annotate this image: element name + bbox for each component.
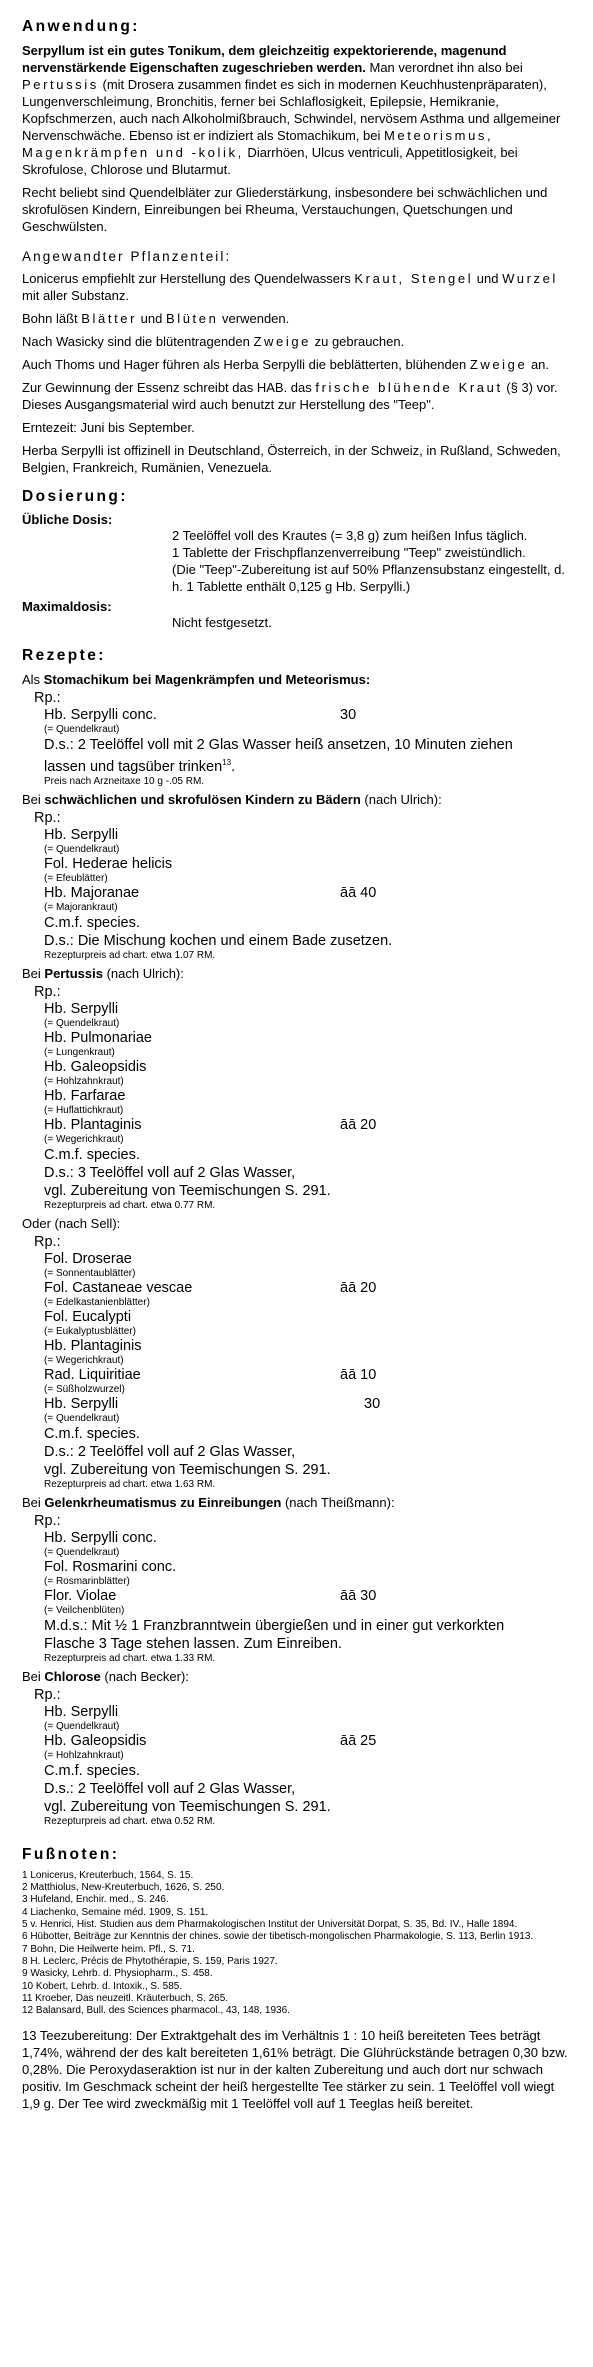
dose-max-text: Nicht festgesetzt.: [172, 615, 272, 630]
instruction-line: C.m.f. species.: [44, 1762, 140, 1779]
anwendung-paragraph-1: [22, 42, 573, 178]
footnote-item: 12 Balansard, Bull. des Sciences pharmacol., 43, 148, 1936.: [22, 2005, 290, 2017]
dosierung-heading: Dosierung:: [22, 488, 128, 505]
ingredient: [44, 1001, 573, 1018]
ingredient-quantity: 30: [340, 707, 357, 723]
recipe-intro: [22, 965, 573, 982]
spaced-term: Blätter: [81, 311, 138, 326]
footnote-item: 8 H. Leclerc, Précis de Phytothérapie, S. 159, Paris 1927.: [22, 1955, 278, 1967]
text-run: Bei: [22, 965, 45, 981]
text-run: Als: [22, 672, 44, 687]
ingredient: [44, 1530, 573, 1547]
spaced-term: Wurzel: [502, 271, 558, 286]
ingredient-name: Hb. Farfarae: [44, 1087, 126, 1104]
text-run: Lonicerus empfiehlt zur Herstellung des Quendelwassers: [22, 271, 355, 286]
text-run: verwenden.: [218, 311, 290, 326]
ingredient: [44, 1251, 573, 1268]
ingredient: [44, 1559, 573, 1576]
ingredient-synonym: (= Huflattichkraut): [44, 1104, 124, 1116]
text-run: Bei: [22, 1494, 45, 1510]
instruction-line: vgl. Zubereitung von Teemischungen S. 291.: [44, 1798, 331, 1815]
pflanzenteil-offizinell: Herba Serpylli ist offizinell in Deutschland, Österreich, in der Schweiz, in Rußland, Schweden, Belgien, Frankreich, Rumänien, Venezuela.: [22, 443, 561, 475]
rp-label: Rp.:: [34, 809, 61, 826]
ingredient-synonym: (= Süßholzwurzel): [44, 1383, 125, 1395]
footnote-item: 1 Lonicerus, Kreuterbuch, 1564, S. 15.: [22, 1869, 194, 1881]
recipe-sell: [22, 1215, 573, 1491]
text-run: Auch Thoms und Hager führen als Herba Serpylli die beblätterten, blühenden: [22, 357, 470, 372]
rp-label: Rp.:: [34, 1233, 61, 1250]
anwendung-paragraph-2: Recht beliebt sind Quendelbläter zur Gliederstärkung, insbesondere bei schwächlichen und skrofulösen Kindern, Einreibungen bei Rheuma, Verstauchungen, Quetschungen und Geschwülsten.: [22, 185, 548, 234]
ingredient-name: Hb. Serpylli: [44, 1395, 119, 1412]
instruction-line: C.m.f. species.: [44, 1146, 140, 1163]
instruction-line: D.s.: 3 Teelöffel voll auf 2 Glas Wasser,: [44, 1164, 296, 1181]
rezepte-heading: Rezepte:: [22, 647, 106, 664]
dose-usual: [22, 512, 573, 595]
instruction-line: D.s.: 2 Teelöffel voll auf 2 Glas Wasser,: [44, 1443, 296, 1460]
ingredient-quantity: āā 25: [340, 1732, 377, 1749]
text-run: (mit Drosera zusammen findet es sich in modernen Keuchhustenpräparaten), Lungenverschleimung, Bronchitis, ferner bei Schlaflosigkeit, Epilepsie, Hemikranie, Kopfschmerzen, auch nach Alkoholmißbrauch, Schwindel, nervösem Asthma und allgemeiner Nervenschwäche. Ebenso ist er indiziert als Stomachikum, bei: [22, 77, 561, 143]
ingredient-name: Hb. Serpylli: [44, 1000, 119, 1017]
ingredient-quantity: āā 10: [340, 1366, 377, 1383]
text-run: Man verordnet ihn also bei: [365, 60, 523, 75]
ingredient-synonym: (= Rosmarinblätter): [44, 1575, 130, 1587]
ingredient-synonym: (= Quendelkraut): [44, 1720, 120, 1732]
recipe-price: Rezepturpreis ad chart. etwa 0.52 RM.: [44, 1815, 216, 1827]
recipe-intro: Oder (nach Sell):: [22, 1215, 121, 1231]
ingredient-quantity: āā 20: [340, 1116, 377, 1133]
spaced-term: Zweige: [469, 357, 528, 372]
text-run: .: [231, 758, 236, 775]
text-run: und: [137, 311, 166, 326]
ingredient-synonym: (= Quendelkraut): [44, 1412, 120, 1424]
ingredient-quantity: āā 20: [340, 1279, 377, 1296]
ingredient-name: Fol. Hederae helicis: [44, 855, 173, 872]
ingredient-name: Fol. Eucalypti: [44, 1308, 132, 1325]
text-run: Zur Gewinnung der Essenz schreibt das HAB. das: [22, 380, 316, 395]
ingredient: [44, 1117, 573, 1134]
recipe-indication: Gelenkrheumatismus zu Einreibungen: [44, 1494, 282, 1510]
dose-usual-text-3: (Die "Teep"-Zubereitung ist auf 50% Pflanzensubstanz eingestellt, d. h. 1 Tablette enthält 0,125 g Hb. Serpylli.): [172, 562, 565, 594]
footnote-item: 10 Kobert, Lehrb. d. Intoxik., S. 585.: [22, 1980, 183, 1992]
ingredient-synonym: (= Edelkastanienblätter): [44, 1296, 150, 1308]
ingredient-synonym: (= Eukalyptusblätter): [44, 1325, 136, 1337]
text-run: (§ 3) vor. Dieses Ausgangsmaterial wird auch benutzt zur Herstellung des "Teep".: [22, 380, 558, 412]
fussnoten-heading: Fußnoten:: [22, 1845, 120, 1863]
footnote-item: 2 Matthiolus, New-Kreuterbuch, 1626, S. 250.: [22, 1882, 225, 1894]
ingredient-name: Flor. Violae: [44, 1587, 117, 1604]
text-run: Diarrhöen, Ulcus ventriculi, Appetitlosigkeit, bei Skrofulose, Chlorose und Blutarmut.: [22, 145, 518, 177]
footnote-list: [22, 1870, 573, 2018]
ingredient-name: Hb. Pulmonariae: [44, 1029, 152, 1046]
pflanzenteil-line-5: [22, 379, 573, 413]
pflanzenteil-line-3: [22, 333, 573, 350]
dose-max: [22, 599, 573, 631]
pflanzenteil-line-2: [22, 310, 573, 327]
recipe-intro: [22, 791, 573, 808]
ingredient: [44, 1088, 573, 1105]
text-run: Bohn läßt: [22, 311, 82, 326]
ingredient: [44, 1059, 573, 1076]
rp-label: Rp.:: [34, 690, 61, 706]
instruction-line: D.s.: 2 Teelöffel voll auf 2 Glas Wasser,: [44, 1780, 296, 1797]
ingredient: [44, 1704, 573, 1721]
ingredient-synonym: (= Quendelkraut): [44, 1017, 120, 1029]
recipe-price: Preis nach Arzneitaxe 10 g -.05 RM.: [44, 775, 205, 787]
ingredient-name: Hb. Plantaginis: [44, 1116, 142, 1133]
recipe-indication: Pertussis: [44, 965, 103, 981]
ingredient-synonym: (= Wegerichkraut): [44, 1354, 124, 1366]
text-run: Nach Wasicky sind die blütentragenden: [22, 334, 254, 349]
instruction-line: [44, 754, 573, 776]
ingredient-synonym: (= Wegerichkraut): [44, 1133, 124, 1145]
ingredient-synonym: (= Lungenkraut): [44, 1046, 115, 1058]
footnote-item: 11 Kroeber, Das neuzeitl. Kräuterbuch, S. 265.: [22, 1992, 229, 2004]
ingredient-synonym: (= Hohlzahnkraut): [44, 1075, 124, 1087]
text-run: an.: [527, 357, 550, 372]
ingredient: [44, 856, 573, 873]
ingredient-quantity: 30: [364, 1395, 381, 1412]
ingredient: [44, 827, 573, 844]
pflanzenteil-erntezeit: Erntezeit: Juni bis September.: [22, 420, 195, 435]
instruction-line: Flasche 3 Tage stehen lassen. Zum Einreiben.: [44, 1635, 342, 1652]
text-run: (nach Becker):: [100, 1668, 189, 1684]
ingredient-synonym: (= Quendelkraut): [44, 724, 120, 735]
text-run: (nach Ulrich):: [102, 965, 184, 981]
ingredient-synonym: (= Quendelkraut): [44, 843, 120, 855]
anwendung-lead-bold: Serpyllum ist ein gutes Tonikum, dem gleichzeitig expektorierende, magenund nervenstärkende Eigenschaften zugeschrieben werden.: [22, 43, 507, 75]
text-run: mit aller Substanz.: [22, 288, 129, 303]
text-run: und: [473, 271, 503, 286]
recipe-gelenkrheumatismus: [22, 1494, 573, 1665]
spaced-term: Meteorismus, Magenkrämpfen und -kolik,: [22, 128, 494, 160]
instruction-line: vgl. Zubereitung von Teemischungen S. 291.: [44, 1461, 331, 1478]
ingredient: [44, 1338, 573, 1355]
footnote-item: 3 Hufeland, Enchir. med., S. 246.: [22, 1894, 169, 1906]
ingredient-name: Hb. Galeopsidis: [44, 1732, 147, 1749]
dose-usual-label: Übliche Dosis:: [22, 512, 113, 527]
instruction-line: M.d.s.: Mit ½ 1 Franzbranntwein übergießen und in einer gut verkorkten: [44, 1617, 505, 1634]
spaced-term: Kraut, Stengel: [354, 271, 474, 286]
recipe-indication: Stomachikum bei Magenkrämpfen und Meteorismus:: [43, 672, 371, 687]
recipe-price: Rezepturpreis ad chart. etwa 0.77 RM.: [44, 1199, 216, 1211]
ingredient-name: Hb. Plantaginis: [44, 1337, 142, 1354]
pflanzenteil-line-4: [22, 356, 573, 373]
footnote-13-teezubereitung: 13 Teezubereitung: Der Extraktgehalt des im Verhältnis 1 : 10 heiß bereiteten Tees beträgt 1,74%, während der des kalt bereiteten 1,61% beträgt. Die Glührückstände betragen 0,30 bzw. 0,28%. Die Peroxydaseraktion ist nur in der kalten Zubereitung und auch dort nur schwach positiv. Im Geschmack scheint der heiß hergestellte Tee stärker zu sein. 1 Teelöffel voll wiegt 1,9 g. Der Tee wird zweckmäßig mit 1 Teelöffel voll auf 1 Teeglas heiß bereitet.: [22, 2028, 568, 2112]
ingredient-synonym: (= Efeublätter): [44, 872, 108, 884]
ingredient: [44, 1733, 573, 1750]
recipe-chlorose: [22, 1668, 573, 1828]
recipe-price: Rezepturpreis ad chart. etwa 1.63 RM.: [44, 1478, 216, 1490]
ingredient-quantity: āā 40: [340, 884, 377, 901]
spaced-term: Blüten: [165, 311, 219, 326]
recipe-stomachikum: [22, 671, 573, 788]
ingredient: [44, 707, 573, 724]
rp-label: Rp.:: [34, 983, 61, 1000]
ingredient: [44, 1030, 573, 1047]
ingredient-synonym: (= Hohlzahnkraut): [44, 1749, 124, 1761]
spaced-term: Pertussis: [22, 77, 99, 92]
footnote-ref[interactable]: 13: [222, 758, 232, 767]
spaced-term: Zweige: [253, 334, 311, 349]
instruction-line: C.m.f. species.: [44, 1425, 140, 1442]
pflanzenteil-line-1: [22, 270, 573, 304]
dose-usual-text-2: 1 Tablette der Frischpflanzenverreibung "Teep" zweistündlich.: [172, 545, 526, 560]
rp-label: Rp.:: [34, 1512, 61, 1529]
footnote-item: 6 Hübotter, Beiträge zur Kenntnis der chines. sowie der tibetisch-mongolischen Pharmakologie, S. 113, Berlin 1913.: [22, 1931, 534, 1943]
rp-label: Rp.:: [34, 1686, 61, 1703]
ingredient-synonym: (= Sonnentaublätter): [44, 1267, 136, 1279]
recipe-intro: [22, 1494, 573, 1511]
text-run: (nach Theißmann):: [281, 1494, 395, 1510]
dose-max-label: Maximaldosis:: [22, 599, 112, 614]
recipe-intro: [22, 1668, 573, 1685]
ingredient-name: Hb. Serpylli conc.: [44, 1529, 157, 1546]
pflanzenteil-heading: Angewandter Pflanzenteil:: [22, 249, 232, 264]
anwendung-heading: Anwendung:: [22, 18, 140, 35]
ingredient-name: Fol. Droserae: [44, 1250, 132, 1267]
ingredient-name: Hb. Serpylli: [44, 826, 119, 843]
recipe-indication: Chlorose: [44, 1668, 101, 1684]
instruction-line: vgl. Zubereitung von Teemischungen S. 291.: [44, 1182, 331, 1199]
text-run: Bei: [22, 1668, 45, 1684]
recipe-indication: schwächlichen und skrofulösen Kindern zu Bädern: [44, 791, 361, 807]
dose-usual-text-1: 2 Teelöffel voll des Krautes (= 3,8 g) zum heißen Infus täglich.: [172, 528, 528, 543]
instruction-line: C.m.f. species.: [44, 914, 140, 931]
text-run: Bei: [22, 791, 45, 807]
ingredient-name: Rad. Liquiritiae: [44, 1366, 141, 1383]
ingredient: [44, 1396, 573, 1413]
ingredient: [44, 1367, 573, 1384]
instruction-line: D.s.: Die Mischung kochen und einem Bade zusetzen.: [44, 932, 393, 949]
ingredient-name: Hb. Galeopsidis: [44, 1058, 147, 1075]
ingredient-quantity: āā 30: [340, 1587, 377, 1604]
ingredient-name: Fol. Rosmarini conc.: [44, 1558, 177, 1575]
footnote-item: 7 Bohn, Die Heilwerte heim. Pfl., S. 71.: [22, 1943, 195, 1955]
text-run: (nach Ulrich):: [360, 791, 442, 807]
recipe-price: Rezepturpreis ad chart. etwa 1.33 RM.: [44, 1652, 216, 1664]
ingredient-synonym: (= Majorankraut): [44, 901, 118, 913]
ingredient: [44, 1280, 573, 1297]
instruction-line: D.s.: 2 Teelöffel voll mit 2 Glas Wasser heiß ansetzen, 10 Minuten ziehen: [44, 737, 513, 753]
recipe-price: Rezepturpreis ad chart. etwa 1.07 RM.: [44, 949, 216, 961]
spaced-term: frische blühende Kraut: [315, 380, 503, 395]
recipe-pertussis: [22, 965, 573, 1212]
footnote-item: 5 v. Henrici, Hist. Studien aus dem Pharmakologischen Institut der Universität Dorpat, S. 35, Bd. IV., Halle 1894.: [22, 1919, 518, 1931]
ingredient-name: Hb. Serpylli: [44, 1703, 119, 1720]
ingredient-name: Hb. Serpylli conc.: [44, 707, 157, 723]
ingredient-name: Fol. Castaneae vescae: [44, 1279, 193, 1296]
text-run: lassen und tagsüber trinken: [44, 758, 223, 775]
recipe-kinder-baeder: [22, 791, 573, 962]
text-run: zu gebrauchen.: [311, 334, 405, 349]
ingredient: [44, 1588, 573, 1605]
ingredient: [44, 885, 573, 902]
ingredient-name: Hb. Majoranae: [44, 884, 140, 901]
recipe-intro: [22, 671, 573, 688]
ingredient: [44, 1309, 573, 1326]
footnote-item: 9 Wasicky, Lehrb. d. Physiopharm., S. 458.: [22, 1968, 213, 1980]
ingredient-synonym: (= Quendelkraut): [44, 1546, 120, 1558]
ingredient-synonym: (= Veilchenblüten): [44, 1604, 125, 1616]
footnote-item: 4 Liachenko, Semaine méd. 1909, S. 151.: [22, 1906, 209, 1918]
